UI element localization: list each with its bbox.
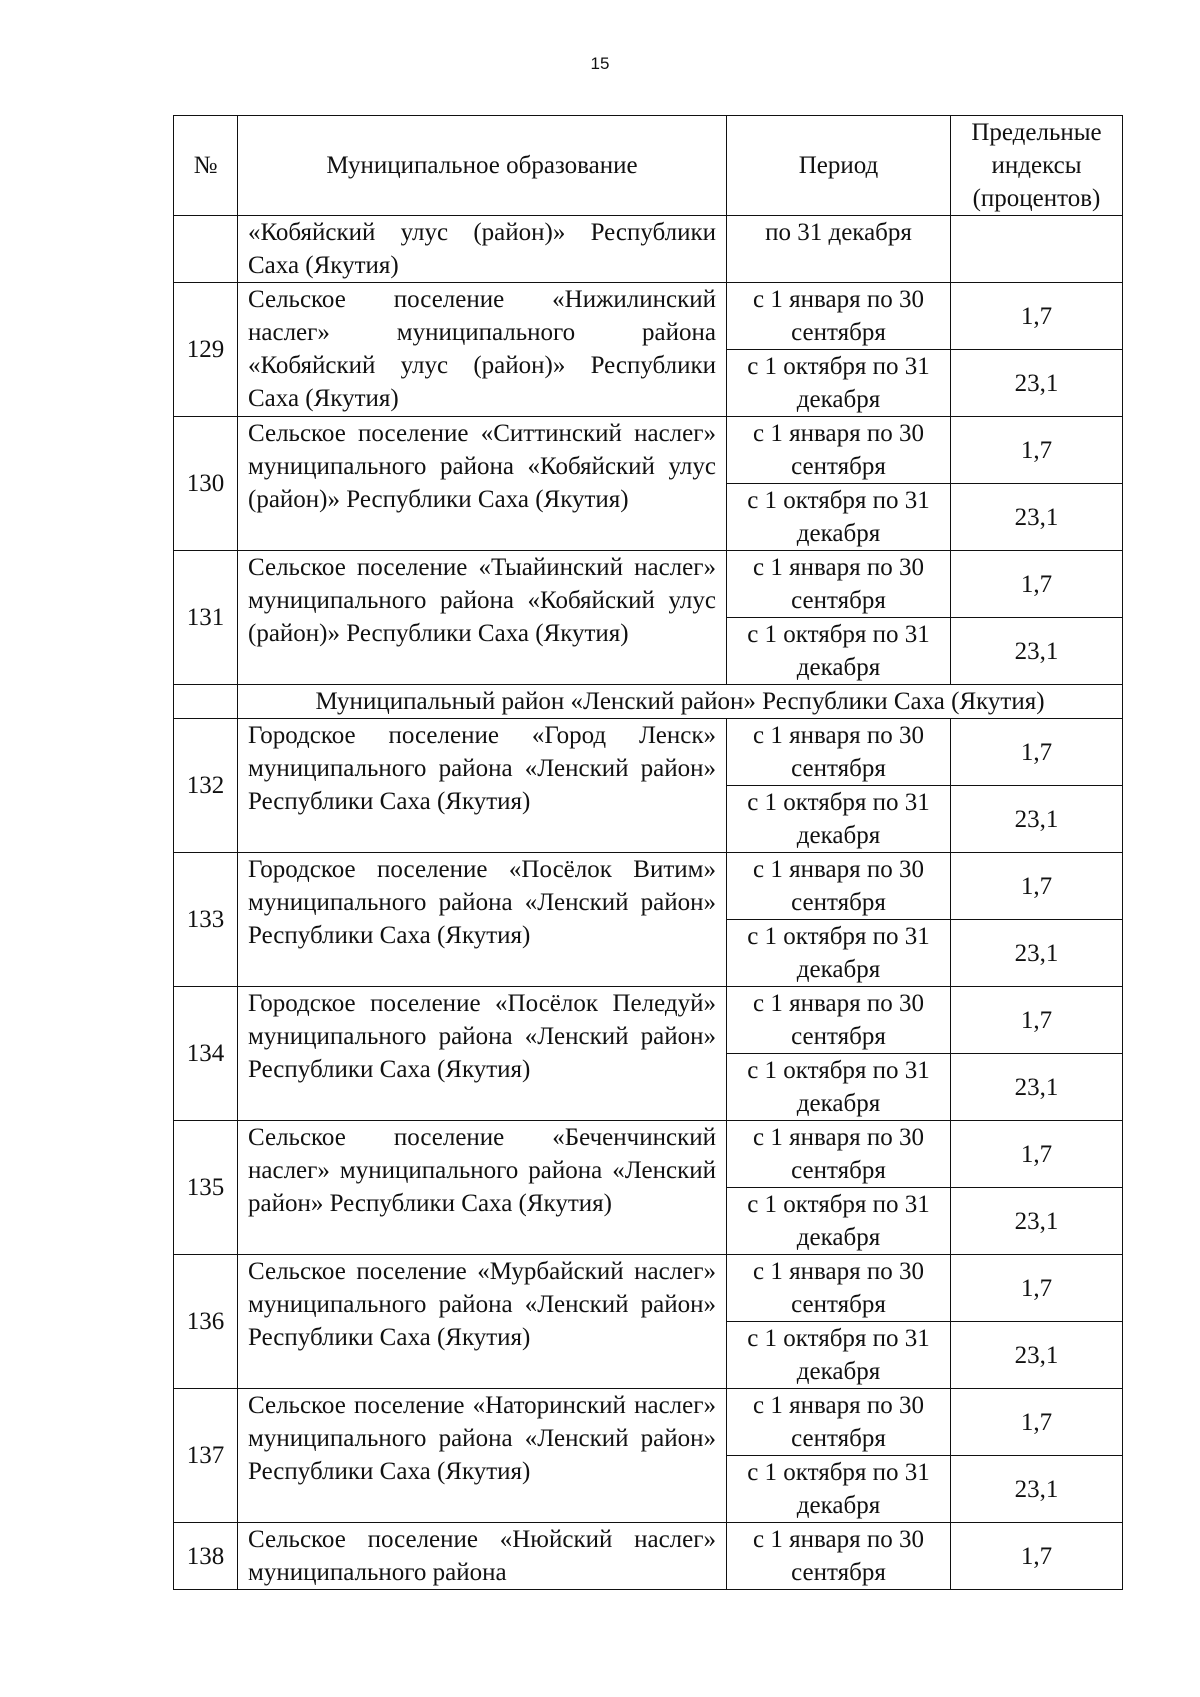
table-row (174, 1389, 1123, 1456)
index-cell: 1,7 (951, 987, 1123, 1054)
index-cell: 1,7 (951, 1255, 1123, 1322)
index-cell: 23,1 (951, 484, 1123, 551)
municipality-cell: Сельское поселение «Нюйский наслег» муниципального района (238, 1523, 727, 1590)
index-cell: 1,7 (951, 283, 1123, 350)
table-row (174, 417, 1123, 484)
row-number: 136 (174, 1255, 238, 1389)
table-row (174, 719, 1123, 786)
row-number: 129 (174, 283, 238, 417)
municipality-cell: Сельское поселение «Мурбайский наслег» муниципального района «Ленский район» Республики Саха (Якутия) (238, 1255, 727, 1389)
index-cell: 23,1 (951, 350, 1123, 417)
tariff-index-table (173, 115, 1123, 1590)
index-cell: 1,7 (951, 417, 1123, 484)
municipality-cell: Сельское поселение «Беченчинский наслег» муниципального района «Ленский район» Республики Саха (Якутия) (238, 1121, 727, 1255)
row-number: 133 (174, 853, 238, 987)
header-period: Период (727, 116, 951, 216)
period-cell: с 1 января по 30 сентября (727, 551, 951, 618)
index-cell: 23,1 (951, 1188, 1123, 1255)
section-row (174, 685, 1123, 719)
period-cell: с 1 января по 30 сентября (727, 853, 951, 920)
index-cell: 1,7 (951, 1121, 1123, 1188)
period-cell: с 1 октября по 31 декабря (727, 1054, 951, 1121)
period-cell: с 1 января по 30 сентября (727, 1255, 951, 1322)
index-cell: 23,1 (951, 1456, 1123, 1523)
index-cell: 23,1 (951, 1322, 1123, 1389)
table-row (174, 853, 1123, 920)
table-row (174, 551, 1123, 618)
table-row (174, 283, 1123, 350)
municipality-cell: Городское поселение «Посёлок Пеледуй» муниципального района «Ленский район» Республики Саха (Якутия) (238, 987, 727, 1121)
table-row (174, 987, 1123, 1054)
period-cell: с 1 января по 30 сентября (727, 1121, 951, 1188)
index-cell: 23,1 (951, 920, 1123, 987)
row-number: 132 (174, 719, 238, 853)
period-cell: с 1 января по 30 сентября (727, 987, 951, 1054)
period-cell: с 1 января по 30 сентября (727, 417, 951, 484)
index-cell: 23,1 (951, 786, 1123, 853)
period-cell: с 1 января по 30 сентября (727, 1389, 951, 1456)
period-cell: с 1 октября по 31 декабря (727, 1456, 951, 1523)
table-row (174, 1121, 1123, 1188)
index-cell: 1,7 (951, 1389, 1123, 1456)
row-number: 138 (174, 1523, 238, 1590)
period-cell: с 1 октября по 31 декабря (727, 1188, 951, 1255)
period-cell: с 1 октября по 31 декабря (727, 1322, 951, 1389)
municipality-cell: Городское поселение «Посёлок Витим» муниципального района «Ленский район» Республики Саха (Якутия) (238, 853, 727, 987)
period-cell: с 1 октября по 31 декабря (727, 350, 951, 417)
period-cell: с 1 января по 30 сентября (727, 283, 951, 350)
row-number: 134 (174, 987, 238, 1121)
table-header-row (174, 116, 1123, 216)
row-number: 137 (174, 1389, 238, 1523)
period-cell: с 1 октября по 31 декабря (727, 618, 951, 685)
continuation-index-cell (951, 216, 1123, 283)
index-cell: 1,7 (951, 719, 1123, 786)
header-num: № (174, 116, 238, 216)
continuation-num-cell (174, 216, 238, 283)
municipality-cell: Сельское поселение «Ситтинский наслег» муниципального района «Кобяйский улус (район)» Республики Саха (Якутия) (238, 417, 727, 551)
municipality-cell: Сельское поселение «Наторинский наслег» муниципального района «Ленский район» Республики Саха (Якутия) (238, 1389, 727, 1523)
municipality-cell: Сельское поселение «Тыайинский наслег» муниципального района «Кобяйский улус (район)» Республики Саха (Якутия) (238, 551, 727, 685)
municipality-cell: Городское поселение «Город Ленск» муниципального района «Ленский район» Республики Саха (Якутия) (238, 719, 727, 853)
row-number: 131 (174, 551, 238, 685)
page-number: 15 (590, 54, 610, 73)
municipality-cell: Сельское поселение «Нижилинский наслег» муниципального района «Кобяйский улус (район)» Республики Саха (Якутия) (238, 283, 727, 417)
index-cell: 23,1 (951, 618, 1123, 685)
header-index: Предельные индексы (процентов) (951, 116, 1123, 216)
table-row (174, 1523, 1123, 1590)
period-cell: с 1 октября по 31 декабря (727, 786, 951, 853)
period-cell: с 1 января по 30 сентября (727, 719, 951, 786)
index-cell: 1,7 (951, 1523, 1123, 1590)
table-row (174, 1255, 1123, 1322)
period-cell: с 1 октября по 31 декабря (727, 920, 951, 987)
row-number: 135 (174, 1121, 238, 1255)
index-cell: 23,1 (951, 1054, 1123, 1121)
section-num-cell (174, 685, 238, 719)
row-number: 130 (174, 417, 238, 551)
index-cell: 1,7 (951, 853, 1123, 920)
continuation-municipality: «Кобяйский улус (район)» Республики Саха (Якутия) (238, 216, 727, 283)
period-cell: с 1 октября по 31 декабря (727, 484, 951, 551)
header-municipality: Муниципальное образование (238, 116, 727, 216)
index-cell: 1,7 (951, 551, 1123, 618)
continuation-row (174, 216, 1123, 283)
period-cell: с 1 января по 30 сентября (727, 1523, 951, 1590)
continuation-period: по 31 декабря (727, 216, 951, 283)
section-title: Муниципальный район «Ленский район» Республики Саха (Якутия) (238, 685, 1123, 719)
